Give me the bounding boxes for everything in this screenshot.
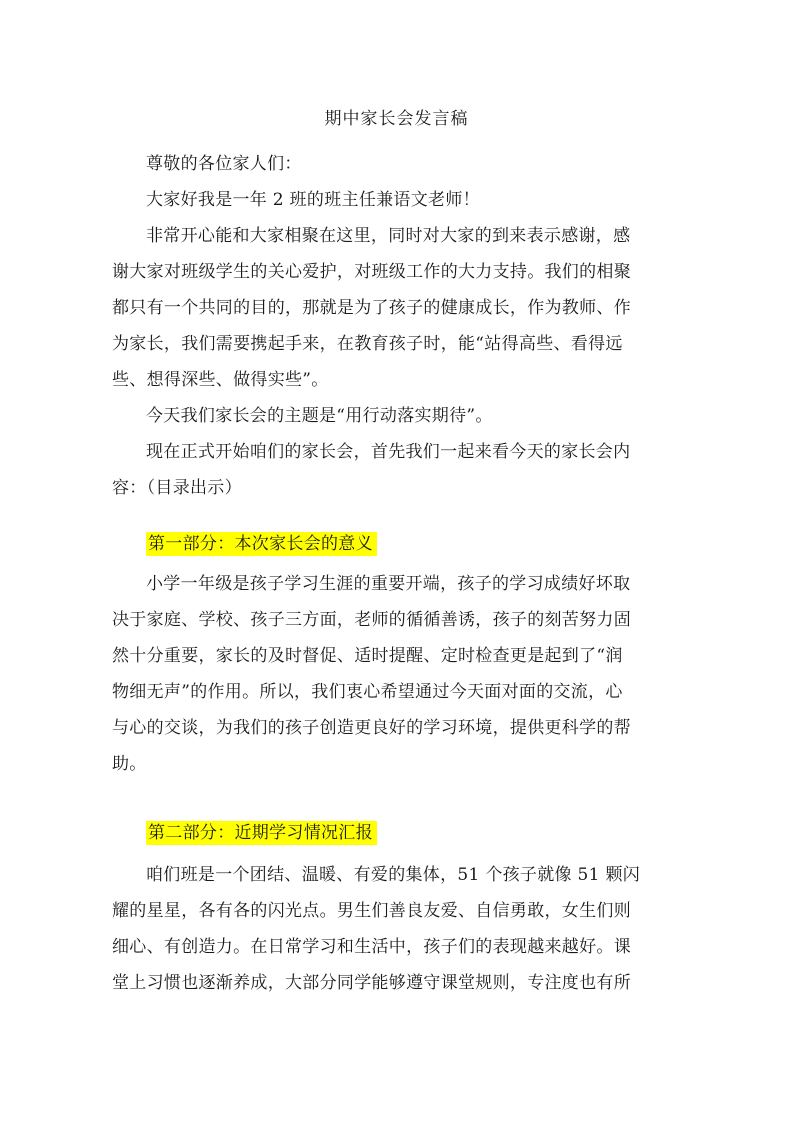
section-one-heading: 第一部分：本次家长会的意义 bbox=[146, 532, 377, 556]
greeting: 尊敬的各位家人们： bbox=[146, 154, 302, 174]
intro-line: 大家好我是一年 2 班的班主任兼语文老师！ bbox=[146, 190, 480, 210]
paragraph-line: 容：（目录出示） bbox=[112, 478, 242, 498]
section-two bbox=[112, 815, 682, 1001]
paragraph-report bbox=[112, 857, 682, 1001]
paragraph-line: 然十分重要，家长的及时督促、适时提醒、定时检查更是起到了“润 bbox=[112, 646, 623, 666]
paragraph-line: 物细无声”的作用。所以，我们衷心希望通过今天面对面的交流，心 bbox=[112, 682, 623, 702]
paragraph-line: 现在正式开始咱们的家长会，首先我们一起来看今天的家长会内 bbox=[146, 442, 631, 462]
section-one-heading-row bbox=[112, 526, 682, 562]
paragraph-line: 小学一年级是孩子学习生涯的重要开端，孩子的学习成绩好坏取 bbox=[146, 574, 631, 594]
paragraph-agenda bbox=[112, 434, 682, 506]
paragraph-line: 耀的星星，各有各的闪光点。男生们善良友爱、自信勇敢，女生们则 bbox=[112, 901, 631, 921]
section-two-heading-row bbox=[112, 815, 682, 851]
paragraph-meaning bbox=[112, 566, 682, 782]
paragraph-line: 堂上习惯也逐渐养成，大部分同学能够遵守课堂规则，专注度也有所 bbox=[112, 973, 631, 993]
paragraph-line: 谢大家对班级学生的关心爱护，对班级工作的大力支持。我们的相聚 bbox=[112, 262, 631, 282]
paragraph-line: 些、想得深些、做得实些”。 bbox=[112, 370, 329, 390]
paragraph-line: 与心的交谈，为我们的孩子创造更良好的学习环境，提供更科学的帮 bbox=[112, 718, 631, 738]
opening-section bbox=[112, 146, 682, 506]
paragraph-line: 咱们班是一个团结、温暖、有爱的集体，51 个孩子就像 51 颗闪 bbox=[146, 865, 641, 885]
paragraph-line: 助。 bbox=[112, 754, 147, 774]
document-title: 期中家长会发言稿 bbox=[324, 109, 469, 129]
paragraph-line: 都只有一个共同的目的，那就是为了孩子的健康成长，作为教师、作 bbox=[112, 298, 631, 318]
theme-line: 今天我们家长会的主题是“用行动落实期待”。 bbox=[146, 406, 493, 426]
paragraph-line: 决于家庭、学校、孩子三方面，老师的循循善诱，孩子的刻苦努力固 bbox=[112, 610, 631, 630]
paragraph-line: 为家长，我们需要携起手来，在教育孩子时，能“站得高些、看得远 bbox=[112, 334, 623, 354]
section-one bbox=[112, 526, 682, 782]
paragraph-line: 非常开心能和大家相聚在这里，同时对大家的到来表示感谢，感 bbox=[146, 226, 631, 246]
paragraph-line: 细心、有创造力。在日常学习和生活中，孩子们的表现越来越好。课 bbox=[112, 937, 631, 957]
section-two-heading: 第二部分：近期学习情况汇报 bbox=[146, 821, 377, 845]
paragraph-welcome bbox=[112, 218, 682, 398]
